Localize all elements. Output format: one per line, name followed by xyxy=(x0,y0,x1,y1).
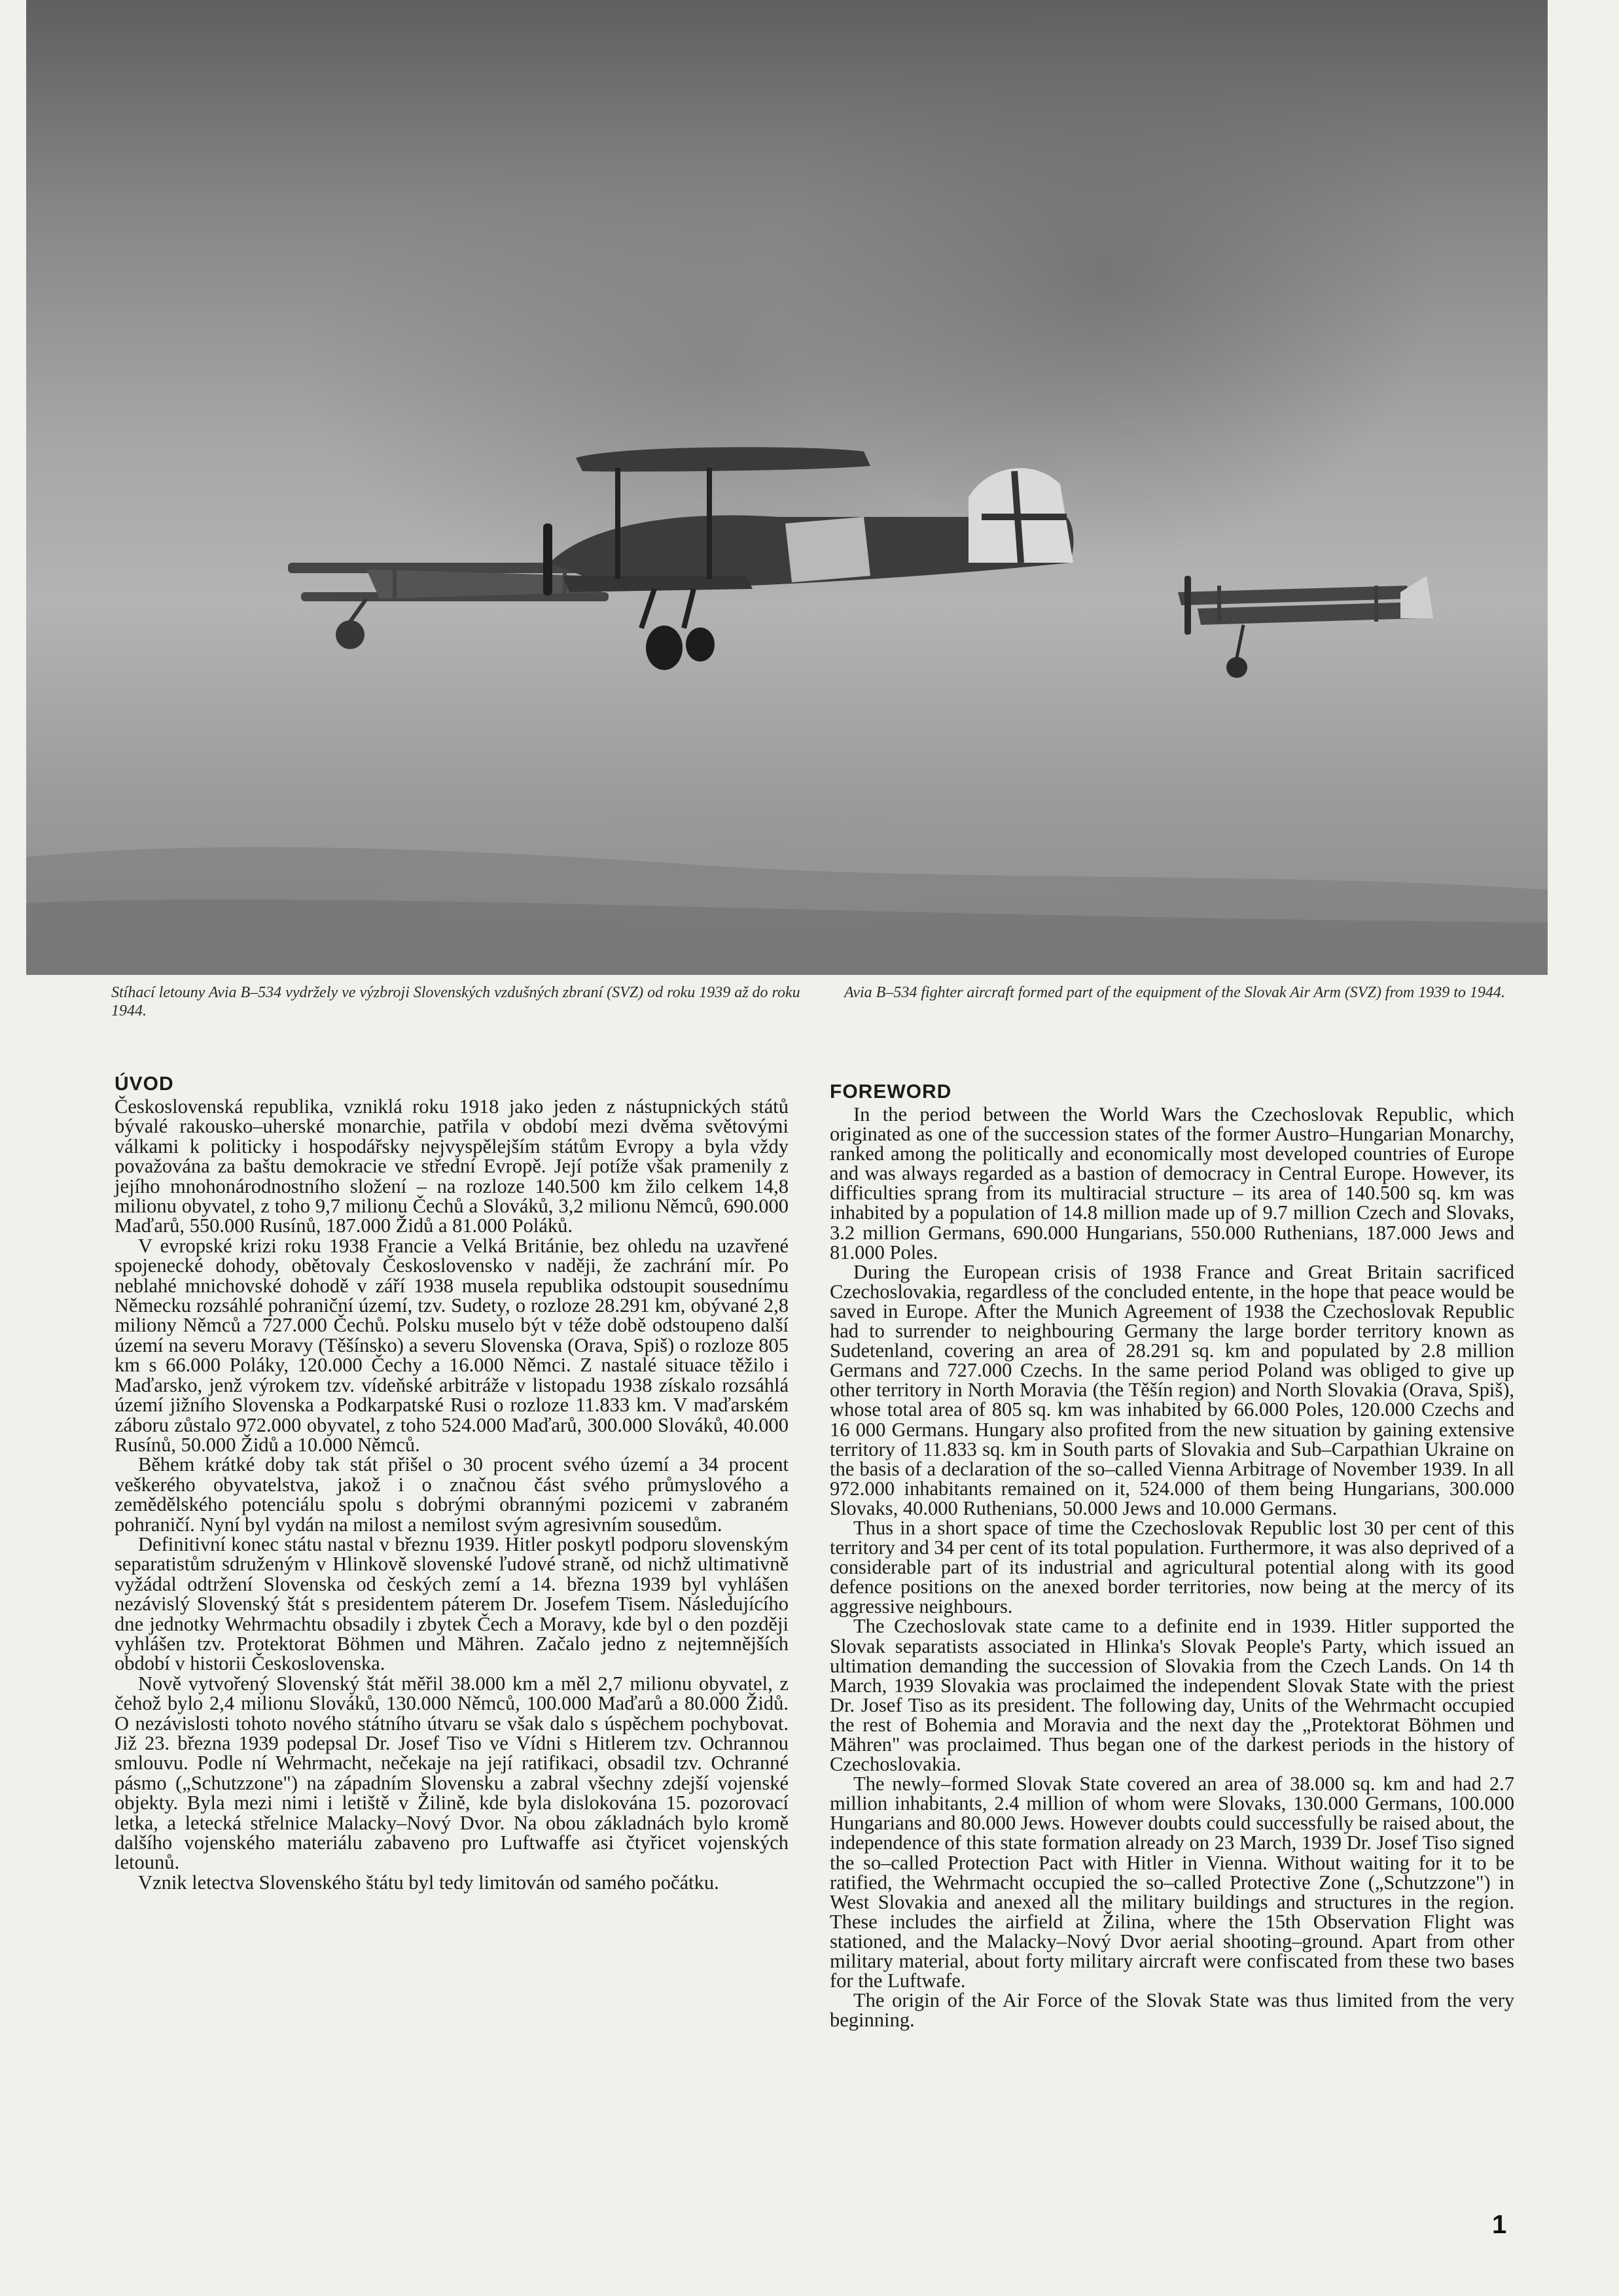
czech-paragraph: Definitivní konec státu nastal v březnu 1939. Hitler poskytl podporu slovenským separatistům sdruženým v Hlinkově slovenské ľudové straně, od nichž ultimativně vyžádal odtržení Slovenska od českých zemí a 14. března 1939 byl vyhlášen nezávislý Slovenský štát s presidentem páterem Dr. Josefem Tisem. Následujícího dne jednotky Wehrmachtu obsadily i zbytek Čech a Moravy, kde byl o den později vyhlášen tzv. Protektorat Böhmen und Mähren. Začalo jedno z nejtemnějších období v historii Československa. xyxy=(115,1532,789,1675)
czech-paragraph: V evropské krizi roku 1938 Francie a Velká Británie, bez ohledu na uzavřené spojenecké dohody, obětovaly Československo v naději, že zachrání mír. Po neblahé mnichovské dohodě v září 1938 musela republika odstoupit sousednímu Německu rozsáhlé pohraniční území, tzv. Sudety, o rozloze 28.291 km, obývané 2,8 miliony Němců a 727.000 Čechů. Polsku muselo být v téže době odstoupeno další území na severu Moravy (Těšínsko) a severu Slovenska (Orava, Spiš) o rozloze 805 km s 66.000 Poláky, 120.000 Čechy a 16.000 Němci. Z nastalé situace těžilo i Maďarsko, jenž výrokem tzv. vídeňské arbitráže v listopadu 1938 získalo rozsáhlá území jižního Slovenska a Podkarpatské Rusi o rozloze 11.833 km. V maďarském záboru zůstalo 972.000 obyvatel, z toho 524.000 Maďarů, 300.000 Slováků, 40.000 Rusínů, 50.000 Židů a 10.000 Němců. xyxy=(115,1234,789,1456)
czech-paragraph: Vznik letectva Slovenského štátu byl tedy limitován od samého počátku. xyxy=(138,1871,719,1894)
czech-heading: ÚVOD xyxy=(115,1073,174,1095)
english-paragraph: The Czechoslovak state came to a definite end in 1939. Hitler supported the Slovak separatists associated in Hlinka's Slovak People's Party, which issued an ultimation demanding the succession of Slovakia from the Czech Lands. On 14 th March, 1939 Slovakia was proclaimed the independent Slovak State with the priest Dr. Josef Tiso as its president. The following day, Units of the Wehrmacht occupied the rest of Bohemia and Moravia and the next day the „Protektorat Böhmen und Mähren" was proclaimed. Thus began one of the darkest periods in the history of Czechoslovakia. xyxy=(830,1615,1514,1776)
caption-english: Avia B–534 fighter aircraft formed part of the equipment of the Slovak Air Arm (SVZ) from 1939 to 1944. xyxy=(844,984,1505,1001)
caption-czech: Stíhací letouny Avia B–534 vydržely ve výzbroji Slovenských vzdušných zbraní (SVZ) od roku 1939 až do roku 1944. xyxy=(111,984,800,1019)
main-biplane xyxy=(543,447,1073,670)
english-paragraph: During the European crisis of 1938 France and Great Britain sacrificed Czechoslovakia, regardless of the concluded entente, in the hope that peace would be saved in Europe. After the Munich Agreement of 1938 the Czechoslovak Republic had to surrender to neighbouring Germany the large border territory known as Sudetenland, covering an area of 28.291 sq. km and populated by 2.8 million Germans and 727.000 Czechs. In the same period Poland was obliged to give up other territory in North Moravia (the Těšín region) and North Slovakia (Orava, Spiš), whose total area of 805 sq. km was inhabited by 66.000 Poles, 120.000 Czechs and 16 000 Germans. Hungary also profited from the new situation by gaining extensive territory of 11.833 sq. km in South parts of Slovakia and Sub–Carpathian Ukraine on the basis of a declaration of the so–called Vienna Arbitrage of November 1939. In all 972.000 inhabitants remained on it, 524.000 of them being Hungarians, 300.000 Slovaks, 40.000 Ruthenians, 50.000 Jews and 10.000 Germans. xyxy=(830,1260,1514,1519)
english-paragraph: In the period between the World Wars the Czechoslovak Republic, which originated as one of the succession states of the former Austro–Hungarian Monarchy, ranked among the politically and economically most developed countries of Europe and was always regarded as a bastion of democracy in Central Europe. However, its difficulties sprang from its multiracial structure – its area of 140.500 sq. km was inhabited by a population of 14.8 million made up of 9.7 million Czech and Slovaks, 3.2 million Germans, 690.000 Hungarians, 550.000 Ruthenians, 187.000 Jews and 81.000 Poles. xyxy=(830,1103,1514,1263)
czech-column xyxy=(115,1073,789,1892)
czech-paragraph: Československá republika, vzniklá roku 1918 jako jeden z nástupnických států bývalé rakousko–uherské monarchie, patřila v období mezi dvěma světovými válkami k politicky i hospodářsky nejvyspělejším státům Evropy a byla vždy považována za baštu demokracie ve střední Evropě. Její potíže však pramenily z jejího mnohonárodnostního složení – na rozloze 140.500 km žilo celkem 14,8 milionu obyvatel, z toho 9,7 milionu Čechů a Slováků, 3,2 milionu Němců, 690.000 Maďarů, 550.000 Rusínů, 187.000 Židů a 81.000 Poláků. xyxy=(115,1095,789,1237)
english-paragraph: The origin of the Air Force of the Slovak State was thus limited from the very beginning. xyxy=(830,1989,1514,2032)
czech-paragraph: Nově vytvořený Slovenský štát měřil 38.000 km a měl 2,7 milionu obyvatel, z čehož bylo 2,4 milionu Slováků, 130.000 Němců, 100.000 Maďarů a 80.000 Židů. O nezávislosti tohoto nového státního útvaru se však dalo s úspěchem pochybovat. Již 23. března 1939 podepsal Dr. Josef Tiso ve Vídni s Hitlerem tzv. Ochrannou smlouvu. Podle ní Wehrmacht, nečekaje na její ratifikaci, obsadil tzv. Ochranné pásmo („Schutzzone") na západním Slovensku a zabral všechny zdejší vojenské objekty. Byla mezi nimi i letiště v Žilině, kde byla dislokována 15. pozorovací letka, a letecká střelnice Malacky–Nový Dvor. Na obou základnách bylo kromě dalšího vojenského materiálu zabaveno pro Luftwaffe asi čtyřicet vojenských letounů. xyxy=(115,1672,789,1874)
left-biplane xyxy=(288,563,609,649)
english-column xyxy=(830,1081,1514,2030)
english-heading: FOREWORD xyxy=(830,1081,952,1103)
english-paragraph: Thus in a short space of time the Czechoslovak Republic lost 30 per cent of this territory and 34 per cent of its total population. Furthermore, it was also deprived of a considerable part of its industrial and agricultural potential along with its good defence positions on the anexed border territories, now being at the mercy of its aggressive neighbours. xyxy=(830,1516,1514,1618)
biplanes-illustration xyxy=(26,0,1548,975)
right-biplane xyxy=(1178,576,1433,678)
czech-paragraph: Během krátké doby tak stát přišel o 30 procent svého území a 34 procent veškerého obyvatelstva, jakož i o značnou část svého průmyslového a zemědělského potenciálu spolu s dobrými obrannými pozicemi v zabraném pohraničí. Nyní byl vydán na milost a nemilost svým agresivním sousedům. xyxy=(115,1453,789,1536)
biplanes-photo xyxy=(26,0,1548,975)
page-number: 1 xyxy=(1492,2210,1507,2239)
english-paragraph: The newly–formed Slovak State covered an area of 38.000 sq. km and had 2.7 million inhabitants, 2.4 million of whom were Slovaks, 130.000 Germans, 100.000 Hungarians and 80.000 Jews. However doubts could successfully be raised about, the independence of this state formation already on 23 March, 1939 Dr. Josef Tiso signed the so–called Protection Pact with Hitler in Vienna. Without waiting for it to be ratified, the Wehrmacht occupied the so–called Protective Zone („Schutzzone") in West Slovakia and anexed all the military buildings and structures in the region. These includes the airfield at Žilina, where the 15th Observation Flight was stationed, and the Malacky–Nový Dvor aerial shooting–ground. Apart from other military material, about forty military aircraft were confiscated from these two bases for the Luftwafe. xyxy=(830,1773,1514,1992)
